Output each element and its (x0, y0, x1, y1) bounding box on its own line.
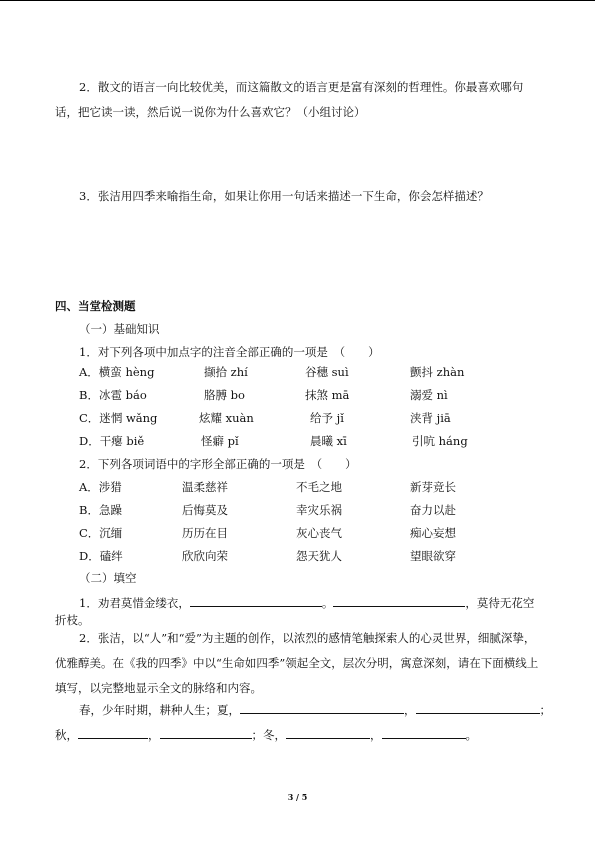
fill2-line2-text-c: ；冬， (251, 728, 286, 742)
q1-d-2: 怪癖 pǐ (201, 434, 239, 448)
q2-c-3: 灰心丧气 (296, 526, 342, 540)
question-3-text: 3．张洁用四季来喻指生命，如果让你用一句话来描述一下生命，你会怎样描述？ (79, 189, 489, 203)
q1-a-1: A．横蛮 hèng (79, 365, 155, 379)
fill2-line2-text-a: 秋， (55, 728, 78, 742)
section-title: 四、当堂检测题 (55, 299, 136, 313)
fill1-text-c: ，莫待无花空 (465, 596, 535, 610)
fill2-blank-summer-2[interactable] (416, 700, 540, 714)
fill1-line (79, 593, 534, 611)
q1-a-4: 颤抖 zhàn (410, 365, 465, 379)
fill2-paragraph: 2．张洁，以“人”和“爱”为主题的创作，以浓烈的感情笔触探索人的心灵世界，细腻深挚，优雅醇美。在《我的四季》中以“生命如四季”领起全文，层次分明，寓意深刻，请在下面横线上填写，以完整地显示全文的脉络和内容。 (55, 631, 539, 695)
fill2-blank-autumn-2[interactable] (160, 725, 252, 739)
q1-d-4: 引吭 háng (412, 434, 468, 448)
q1-c-1: C．迷惘 wǎng (79, 411, 158, 425)
fill2-line-2 (55, 725, 477, 743)
q2-a-1: A．涉猎 (79, 480, 122, 494)
q1-c-2: 炫耀 xuàn (199, 411, 254, 425)
q1-a-2: 撷拾 zhí (204, 365, 248, 379)
q2-c-1: C．沉缅 (79, 526, 123, 540)
fill2-line1-text-b: ， (404, 703, 416, 717)
header-rule (0, 0, 595, 1)
q1-d-1: D．干瘪 biě (79, 434, 145, 448)
q1-a-3: 谷穗 suì (305, 365, 349, 379)
fill1-blank-2[interactable] (333, 593, 465, 607)
q2-d-3: 怨天犹人 (296, 549, 342, 563)
fill2-blank-autumn-1[interactable] (78, 725, 148, 739)
fill1-continuation: 折枝。 (55, 613, 90, 627)
q1-c-4: 浃背 jiā (410, 411, 451, 425)
q2-a-3: 不毛之地 (296, 480, 342, 494)
q1-b-2: 胳膊 bo (204, 388, 245, 402)
q2-c-4: 痴心妄想 (410, 526, 456, 540)
fill2-line1-text-a: 春，少年时期，耕种人生；夏， (79, 703, 240, 717)
q1-d-3: 晨曦 xī (310, 434, 347, 448)
q1-b-3: 抹煞 mā (305, 388, 350, 402)
fill1-text-a: 1．劝君莫惜金缕衣， (79, 596, 190, 610)
fill2-line2-text-b: ， (148, 728, 160, 742)
question-2-text: 2．散文的语言一向比较优美，而这篇散文的语言更是富有深刻的哲理性。你最喜欢哪句话，把它读一读，然后说一说你为什么喜欢它？（小组讨论） (55, 80, 524, 119)
q2-c-2: 历历在目 (182, 526, 228, 540)
q2-d-2: 欣欣向荣 (182, 549, 228, 563)
q2-b-1: B．急躁 (79, 503, 122, 517)
q1-stem: 1．对下列各项中加点字的注音全部正确的一项是 （ ） (79, 345, 380, 359)
q2-a-4: 新芽竞长 (410, 480, 456, 494)
fill2-blank-winter-1[interactable] (286, 725, 370, 739)
q1-b-4: 溺爱 nì (410, 388, 448, 402)
fill2-line-1 (79, 700, 551, 718)
q2-d-1: D．磕绊 (79, 549, 123, 563)
q2-a-2: 温柔慈祥 (182, 480, 228, 494)
q2-b-4: 奋力以赴 (410, 503, 456, 517)
q2-b-3: 幸灾乐祸 (296, 503, 342, 517)
q1-c-3: 给予 jǐ (310, 411, 344, 425)
q2-stem: 2．下列各项词语中的字形全部正确的一项是 （ ） (79, 457, 357, 471)
fill2-blank-winter-2[interactable] (382, 725, 466, 739)
fill1-text-b: 。 (321, 596, 334, 610)
fill2-line2-text-d: ， (370, 728, 382, 742)
fill1-blank-1[interactable] (190, 593, 322, 607)
q2-b-2: 后悔莫及 (182, 503, 228, 517)
fill2-line1-text-c: ； (539, 703, 551, 717)
page-number: 3 / 5 (287, 792, 308, 802)
fill2-blank-summer-1[interactable] (240, 700, 404, 714)
q2-d-4: 望眼欲穿 (410, 549, 456, 563)
fill2-line2-text-e: 。 (465, 728, 477, 742)
subsection-basic-knowledge: （一）基础知识 (79, 322, 160, 336)
subsection-fill-in: （二）填空 (79, 571, 137, 585)
q1-b-1: B．冰雹 báo (79, 388, 147, 402)
